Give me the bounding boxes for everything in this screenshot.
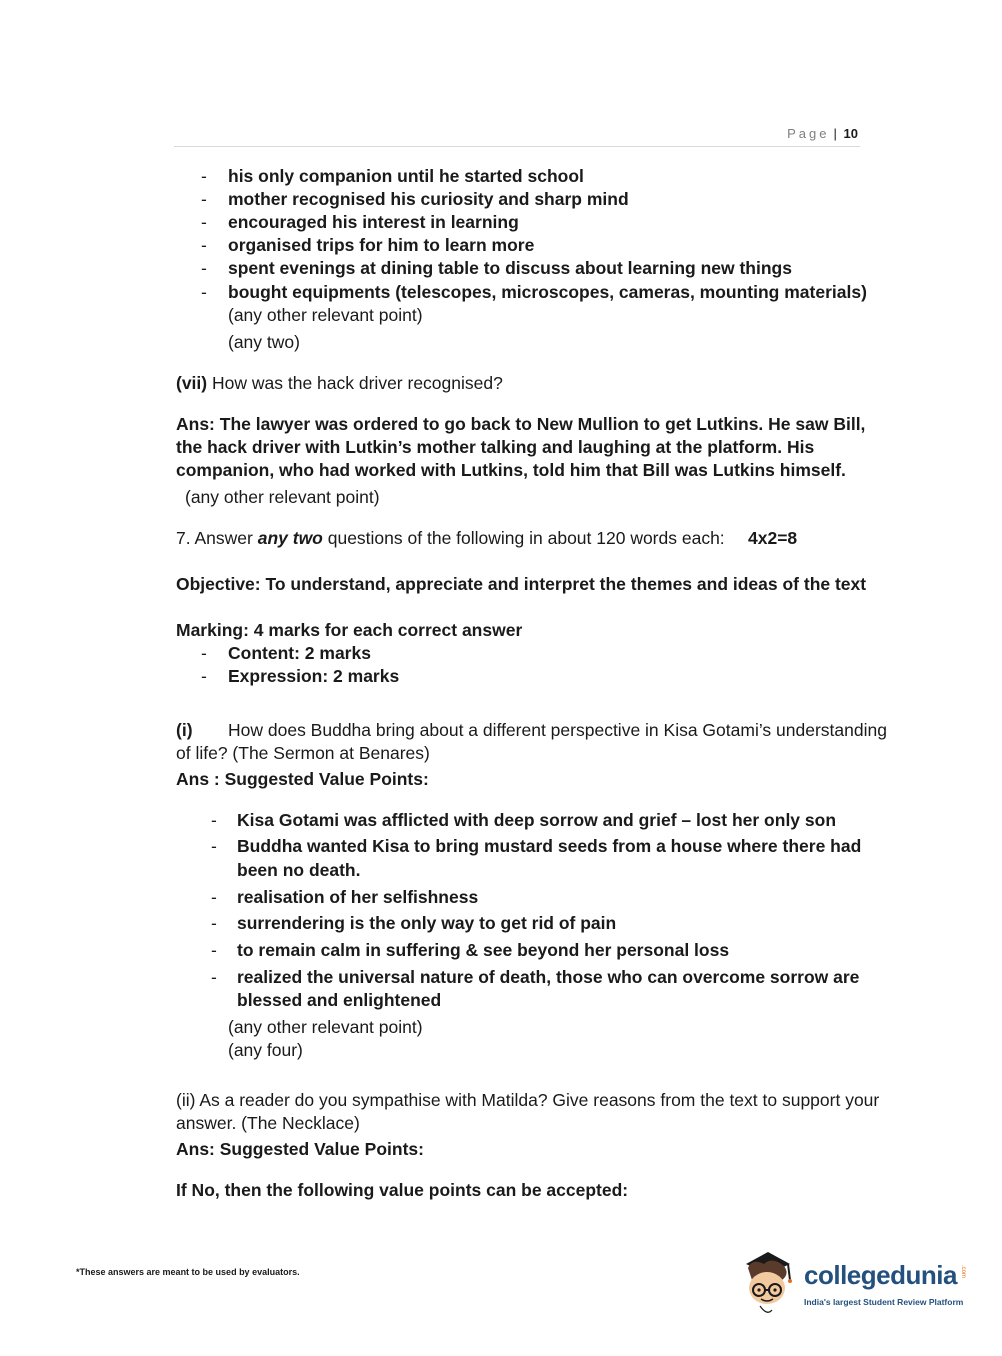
- list-item: to remain calm in suffering & see beyond her personal loss: [237, 940, 730, 960]
- question-text: How was the hack driver recognised?: [212, 373, 503, 393]
- bullet-dash: -: [211, 836, 217, 856]
- list-item: surrendering is the only way to get rid of pain: [237, 913, 617, 933]
- marking-heading: Marking: 4 marks for each correct answer: [176, 620, 523, 640]
- list-item: Kisa Gotami was afflicted with deep sorrow and grief – lost her only son: [237, 810, 837, 830]
- question-text: of life? (The Sermon at Benares): [176, 743, 430, 763]
- bullet-dash: -: [211, 887, 217, 907]
- section-suffix: questions of the following in about 120 words each:: [322, 528, 725, 548]
- list-item: spent evenings at dining table to discuss about learning new things: [228, 258, 792, 278]
- section-prefix: 7. Answer: [176, 528, 258, 548]
- answer-heading: Ans : Suggested Value Points:: [176, 769, 429, 789]
- bullet-dash: -: [211, 913, 217, 933]
- bullet-dash: -: [211, 940, 217, 960]
- list-item: bought equipments (telescopes, microscopes, cameras, mounting materials): [228, 282, 867, 302]
- bullet-dash: -: [201, 235, 207, 255]
- section-marks: 4x2=8: [748, 528, 798, 548]
- note-text: (any other relevant point): [228, 305, 423, 325]
- list-item: been no death.: [237, 860, 361, 880]
- list-item: realized the universal nature of death, those who can overcome sorrow are: [237, 967, 860, 987]
- bullet-dash: -: [201, 282, 207, 302]
- mascot-icon: [742, 1250, 804, 1320]
- bullet-dash: -: [211, 967, 217, 987]
- logo-com: .com: [960, 1265, 966, 1279]
- note-text: (any other relevant point): [228, 1017, 423, 1037]
- answer-heading: Ans: Suggested Value Points:: [176, 1139, 424, 1159]
- list-item: organised trips for him to learn more: [228, 235, 535, 255]
- footer-note: *These answers are meant to be used by evaluators.: [76, 1267, 300, 1277]
- page-number: 10: [843, 126, 858, 141]
- objective: Objective: To understand, appreciate and interpret the themes and ideas of the text: [176, 574, 867, 594]
- bullet-dash: -: [201, 189, 207, 209]
- bullet-dash: -: [211, 810, 217, 830]
- section-emphasis: any two: [257, 528, 323, 548]
- answer-line: companion, who had worked with Lutkins, told him that Bill was Lutkins himself.: [176, 460, 846, 480]
- bullet-dash: -: [201, 643, 207, 663]
- question-label: (vii): [176, 373, 208, 393]
- note-text: (any other relevant point): [185, 487, 380, 507]
- bullet-dash: -: [201, 666, 207, 686]
- list-item: Expression: 2 marks: [228, 666, 400, 686]
- list-item: Buddha wanted Kisa to bring mustard seeds from a house where there had: [237, 836, 862, 856]
- list-item: blessed and enlightened: [237, 990, 442, 1010]
- bullet-dash: -: [201, 212, 207, 232]
- list-item: realisation of her selfishness: [237, 887, 479, 907]
- note-text: (any two): [228, 332, 300, 352]
- collegedunia-logo: [742, 1250, 972, 1320]
- page-indicator: Page | 10: [787, 126, 858, 141]
- list-item: encouraged his interest in learning: [228, 212, 519, 232]
- question-text: How does Buddha bring about a different perspective in Kisa Gotami’s understanding: [228, 720, 887, 740]
- list-item: his only companion until he started school: [228, 166, 584, 186]
- list-item: Content: 2 marks: [228, 643, 371, 663]
- logo-tagline: India's largest Student Review Platform: [804, 1297, 964, 1307]
- question-text: (ii) As a reader do you sympathise with Matilda? Give reasons from the text to support your: [176, 1090, 880, 1110]
- question-vii: [176, 372, 503, 395]
- page-word: Page: [787, 126, 830, 141]
- bullet-dash: -: [201, 166, 207, 186]
- list-item: mother recognised his curiosity and sharp mind: [228, 189, 629, 209]
- value-points-heading: If No, then the following value points can be accepted:: [176, 1180, 629, 1200]
- logo-wordmark: collegedunia: [804, 1260, 957, 1290]
- question-label: (i): [176, 720, 193, 740]
- note-text: (any four): [228, 1040, 303, 1060]
- bullet-dash: -: [201, 258, 207, 278]
- question-text: answer. (The Necklace): [176, 1113, 360, 1133]
- page-header: [174, 124, 860, 147]
- answer-line: the hack driver with Lutkin’s mother talking and laughing at the platform. His: [176, 437, 815, 457]
- section-heading: [176, 527, 725, 550]
- answer-line: Ans: The lawyer was ordered to go back to New Mullion to get Lutkins. He saw Bill,: [176, 414, 866, 434]
